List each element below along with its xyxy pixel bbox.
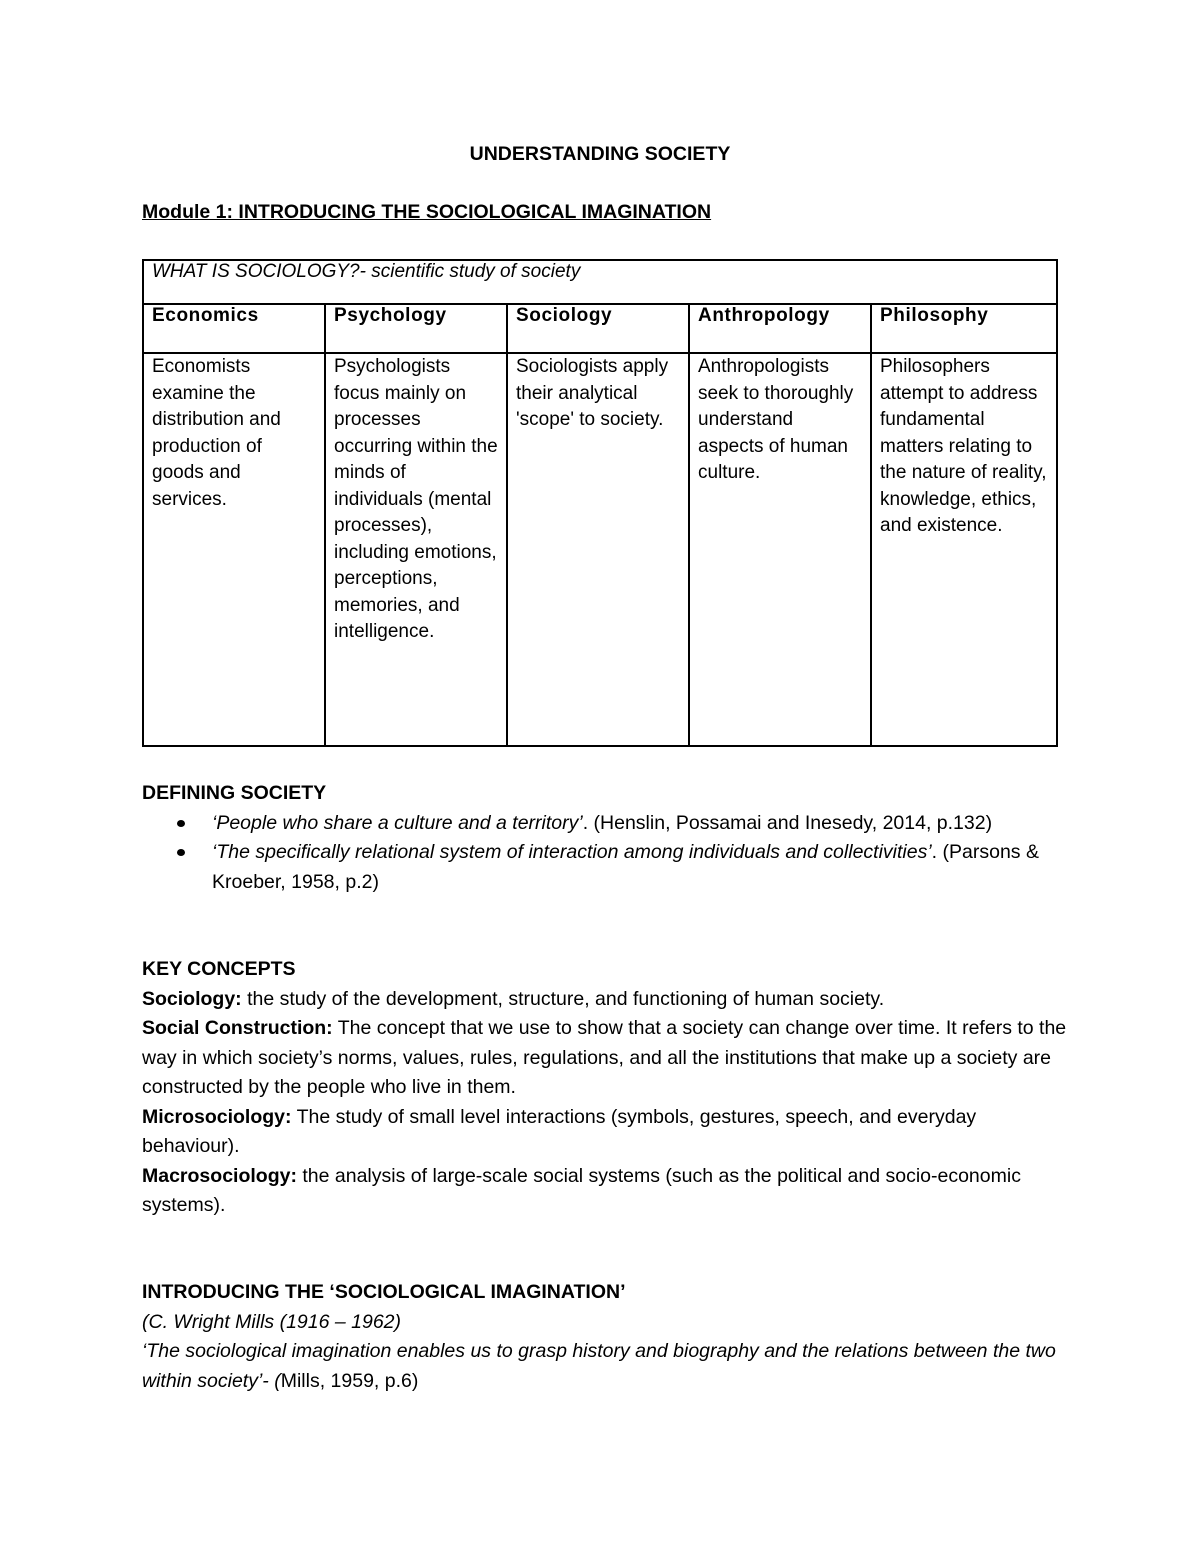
imagination-quote-block: [142, 1337, 1072, 1396]
list-item: [142, 809, 1072, 839]
bullet-icon: [177, 849, 185, 856]
cell-economics: Economists examine the distribution and production of goods and services.: [143, 353, 325, 746]
cell-anthropology: Anthropologists seek to thoroughly understand aspects of human culture.: [689, 353, 871, 746]
imagination-citation: Mills, 1959, p.6): [280, 1369, 419, 1392]
concept-definition: the analysis of large-scale social systems (such as the political and socio-economic systems).: [142, 1164, 1021, 1216]
column-header-anthropology: Anthropology: [689, 304, 871, 353]
imagination-section: [142, 1278, 1072, 1396]
definition-quote: ‘The specifically relational system of interaction among individuals and collectivities’: [212, 841, 932, 863]
concept-term: Social Construction:: [142, 1017, 333, 1039]
definition-citation: . (Parsons & Kroeber, 1958, p.2): [212, 841, 1039, 893]
cell-sociology: Sociologists apply their analytical 'scope' to society.: [507, 353, 689, 746]
table-caption: WHAT IS SOCIOLOGY?- scientific study of society: [143, 260, 1057, 304]
cell-philosophy: Philosophers attempt to address fundamental matters relating to the nature of reality, knowledge, ethics, and existence.: [871, 353, 1057, 746]
table-row: [143, 353, 1057, 746]
column-header-economics: Economics: [143, 304, 325, 353]
defining-society-heading: DEFINING SOCIETY: [142, 782, 327, 804]
concept-definition: the study of the development, structure, and functioning of human society.: [241, 987, 885, 1010]
key-concepts-heading: KEY CONCEPTS: [142, 958, 296, 980]
defining-society-section: [142, 779, 1072, 897]
cell-psychology: Psychologists focus mainly on processes occurring within the minds of individuals (mental processes), including emotions, perceptions, memories, and intelligence.: [325, 353, 507, 746]
definition-citation: . (Henslin, Possamai and Inesedy, 2014, p.132): [582, 811, 993, 834]
document-title: UNDERSTANDING SOCIETY: [469, 143, 731, 165]
imagination-author: (C. Wright Mills (1916 – 1962): [142, 1310, 402, 1333]
module-title: Module 1: INTRODUCING THE SOCIOLOGICAL IMAGINATION: [142, 201, 712, 223]
concept-item: [142, 985, 1072, 1015]
concept-item: [142, 1162, 1072, 1221]
table-header-row: [143, 304, 1057, 353]
disciplines-table: [142, 259, 1058, 747]
list-item: [142, 838, 1072, 897]
imagination-quote-dash: - (: [262, 1369, 281, 1392]
concept-term: Macrosociology:: [142, 1164, 297, 1187]
column-header-philosophy: Philosophy: [871, 304, 1057, 353]
key-concepts-section: [142, 955, 1072, 1221]
concept-definition: The study of small level interactions (symbols, gestures, speech, and everyday behaviour).: [142, 1105, 977, 1157]
imagination-quote: ‘The sociological imagination enables us to grasp history and biography and the relations between the two within society’: [142, 1340, 1056, 1392]
concept-definition: The concept that we use to show that a society can change over time. It refers to the way in which society’s norms, values, rules, regulations, and all the institutions that make up a society are constructed by the people who live in them.: [142, 1017, 1067, 1098]
definition-quote: ‘People who share a culture and a territory’: [212, 811, 583, 834]
column-header-sociology: Sociology: [507, 304, 689, 353]
definition-list: [142, 809, 1072, 898]
table-caption-row: [143, 260, 1057, 304]
column-header-psychology: Psychology: [325, 304, 507, 353]
bullet-icon: [177, 820, 185, 827]
concept-item: [142, 1103, 1072, 1162]
concept-term: Microsociology:: [142, 1105, 292, 1128]
concept-item: [142, 1014, 1072, 1103]
imagination-heading: INTRODUCING THE ‘SOCIOLOGICAL IMAGINATION’: [142, 1281, 626, 1303]
concept-term: Sociology:: [142, 987, 242, 1010]
